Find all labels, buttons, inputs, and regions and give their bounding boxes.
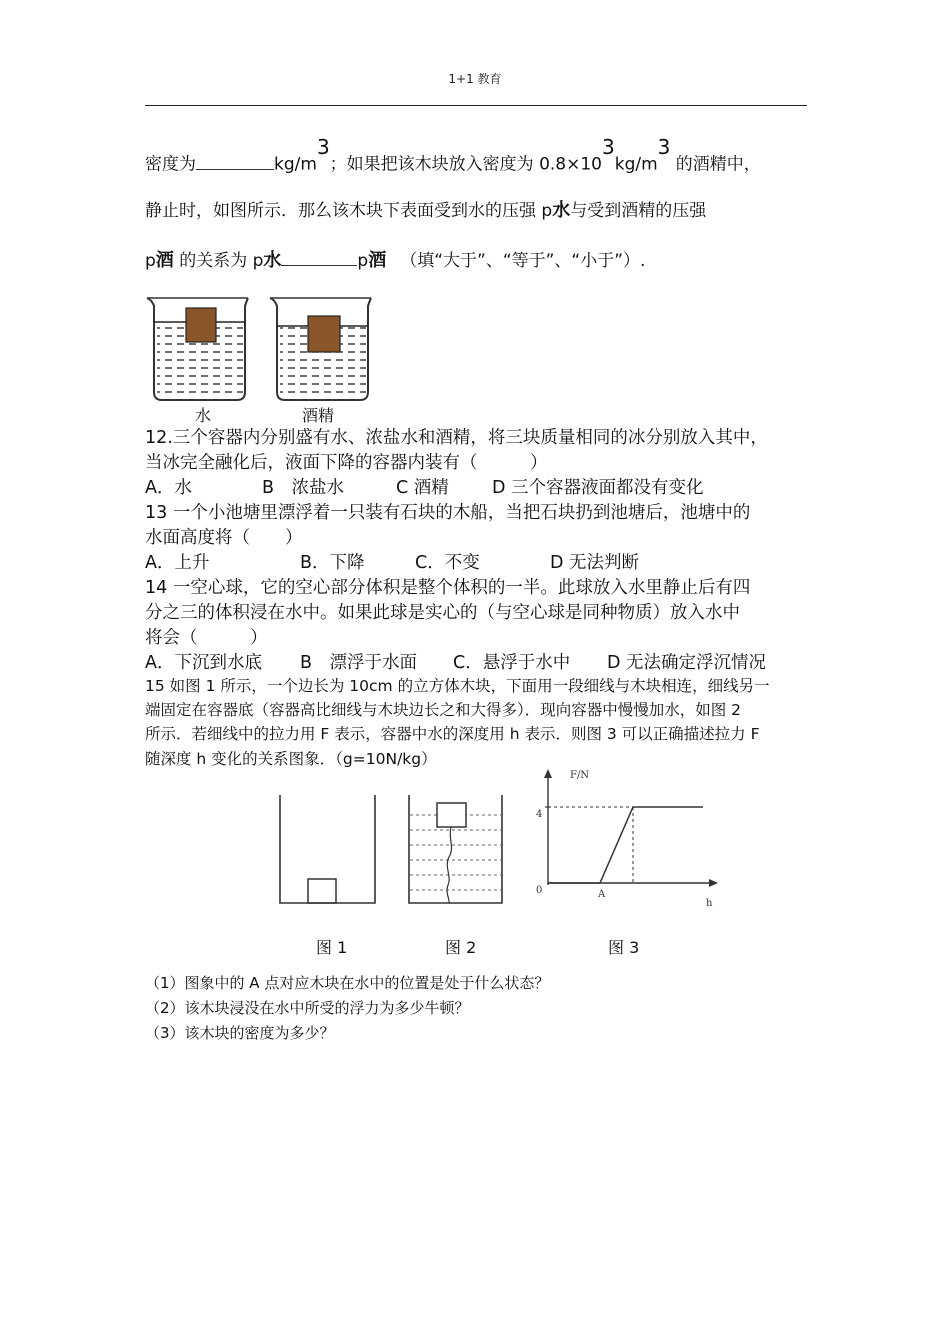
q14-option-d: D 无法确定浮沉情况: [607, 653, 767, 673]
q14-line3: 将会（ ）: [145, 628, 268, 648]
q11-line2: [145, 196, 706, 222]
wood-block-floating: [437, 803, 466, 827]
q12-option-d: D 三个容器液面都没有变化: [492, 478, 704, 498]
q14-option-b: B 漂浮于水面: [300, 653, 418, 673]
q14-line1: 14 一空心球，它的空心部分体积是整个体积的一半。此球放入水里静止后有四: [145, 578, 751, 598]
q13-line2: 水面高度将（ ）: [145, 528, 303, 548]
q11-text: p: [357, 251, 369, 271]
y-axis-label: F/N: [570, 770, 590, 781]
string: [447, 827, 451, 903]
figure-1-caption: 图 1: [316, 938, 348, 957]
subscript-alcohol: 酒: [368, 250, 387, 271]
figure-2-container: [400, 785, 515, 910]
q11-text: （填“大于”、“等于”、“小于”）.: [400, 251, 646, 271]
figure-3-caption: 图 3: [608, 938, 640, 957]
answer-blank: [281, 264, 357, 266]
q11-line1: [145, 135, 761, 175]
q12-line2: 当冰完全融化后，液面下降的容器内装有（ ）: [145, 453, 548, 473]
q15-line3: 所示．若细线中的拉力用 F 表示，容器中水的深度用 h 表示．则图 3 可以正确描述拉力 F: [145, 725, 760, 743]
q15-line1: 15 如图 1 所示，一个边长为 10cm 的立方体木块，下面用一段细线与木块相连，细线另一: [145, 677, 770, 695]
point-label-a: A: [598, 889, 606, 900]
q13-line1: 13 一个小池塘里漂浮着一只装有石块的木船，当把石块扔到池塘后，池塘中的: [145, 503, 751, 523]
q11-text: 的酒精中，: [670, 154, 761, 175]
q11-line3: [145, 246, 645, 272]
subscript-alcohol: 酒: [155, 250, 174, 271]
q12-option-c: C 酒精: [396, 478, 449, 498]
wood-block: [186, 308, 216, 342]
y-tick-0: 0: [536, 885, 543, 896]
q11-text: p: [145, 251, 156, 271]
q12-option-b: B 浓盐水: [262, 478, 345, 498]
q15-line4: 随深度 h 变化的关系图象．（g=10N/kg）: [145, 750, 437, 768]
y-axis-arrow: [544, 769, 552, 778]
header-rule: [145, 105, 807, 106]
superscript: 3: [316, 135, 330, 159]
answer-blank: [196, 168, 274, 170]
q14-option-a: A．下沉到水底: [145, 653, 262, 673]
q11-unit: kg/m: [614, 154, 658, 175]
beaker-label-water: 水: [195, 406, 212, 425]
y-tick-4: 4: [536, 809, 543, 820]
wood-block-empty: [308, 879, 336, 903]
q15-line2: 端固定在容器底（容器高比细线与木块边长之和大得多）．现向容器中慢慢加水，如图 2: [145, 701, 742, 719]
header-title: 1+1 教育: [448, 72, 502, 86]
q11-text: ；如果把该木块放入密度为 0.8×10: [329, 154, 602, 175]
beaker-label-alcohol: 酒精: [302, 406, 335, 425]
q12-option-a: A．水: [145, 478, 192, 498]
subscript-water: 水: [552, 200, 571, 221]
subquestion-2: （2）该木块浸没在水中所受的浮力为多少牛顿？: [145, 999, 470, 1017]
superscript: 3: [657, 135, 671, 159]
q11-text: 的关系为 p: [173, 251, 264, 271]
wood-block: [308, 316, 340, 352]
q13-option-d: D 无法判断: [550, 553, 640, 573]
q13-option-a: A．上升: [145, 553, 210, 573]
q11-text: 密度为: [145, 154, 196, 175]
subquestion-3: （3）该木块的密度为多少？: [145, 1024, 335, 1042]
figure-1-container: [270, 785, 385, 910]
superscript: 3: [602, 135, 615, 159]
q12-line1: 12.三个容器内分别盛有水、浓盐水和酒精，将三块质量相同的冰分别放入其中，: [145, 428, 768, 448]
q11-text: 与受到酒精的压强: [570, 201, 707, 221]
beaker-water: [147, 298, 248, 400]
x-axis-label: h: [706, 898, 713, 909]
q13-option-b: B．下降: [300, 553, 365, 573]
q14-line2: 分之三的体积浸在水中。如果此球是实心的（与空心球是同种物质）放入水中: [145, 603, 740, 623]
q11-unit: kg/m: [274, 154, 317, 175]
x-axis-arrow: [709, 879, 718, 887]
figure-2-caption: 图 2: [445, 938, 477, 957]
subscript-water: 水: [263, 250, 282, 271]
beakers-figure: [140, 292, 380, 422]
q13-option-c: C．不变: [415, 553, 480, 573]
force-line: [548, 807, 703, 883]
subquestion-1: （1）图象中的 A 点对应木块在水中的位置是处于什么状态？: [145, 974, 550, 992]
figure-3-chart: [528, 765, 723, 915]
q11-text: 静止时，如图所示．那么该木块下表面受到水的压强 p: [145, 201, 553, 221]
beaker-alcohol: [270, 298, 371, 400]
q14-option-c: C．悬浮于水中: [453, 653, 571, 673]
